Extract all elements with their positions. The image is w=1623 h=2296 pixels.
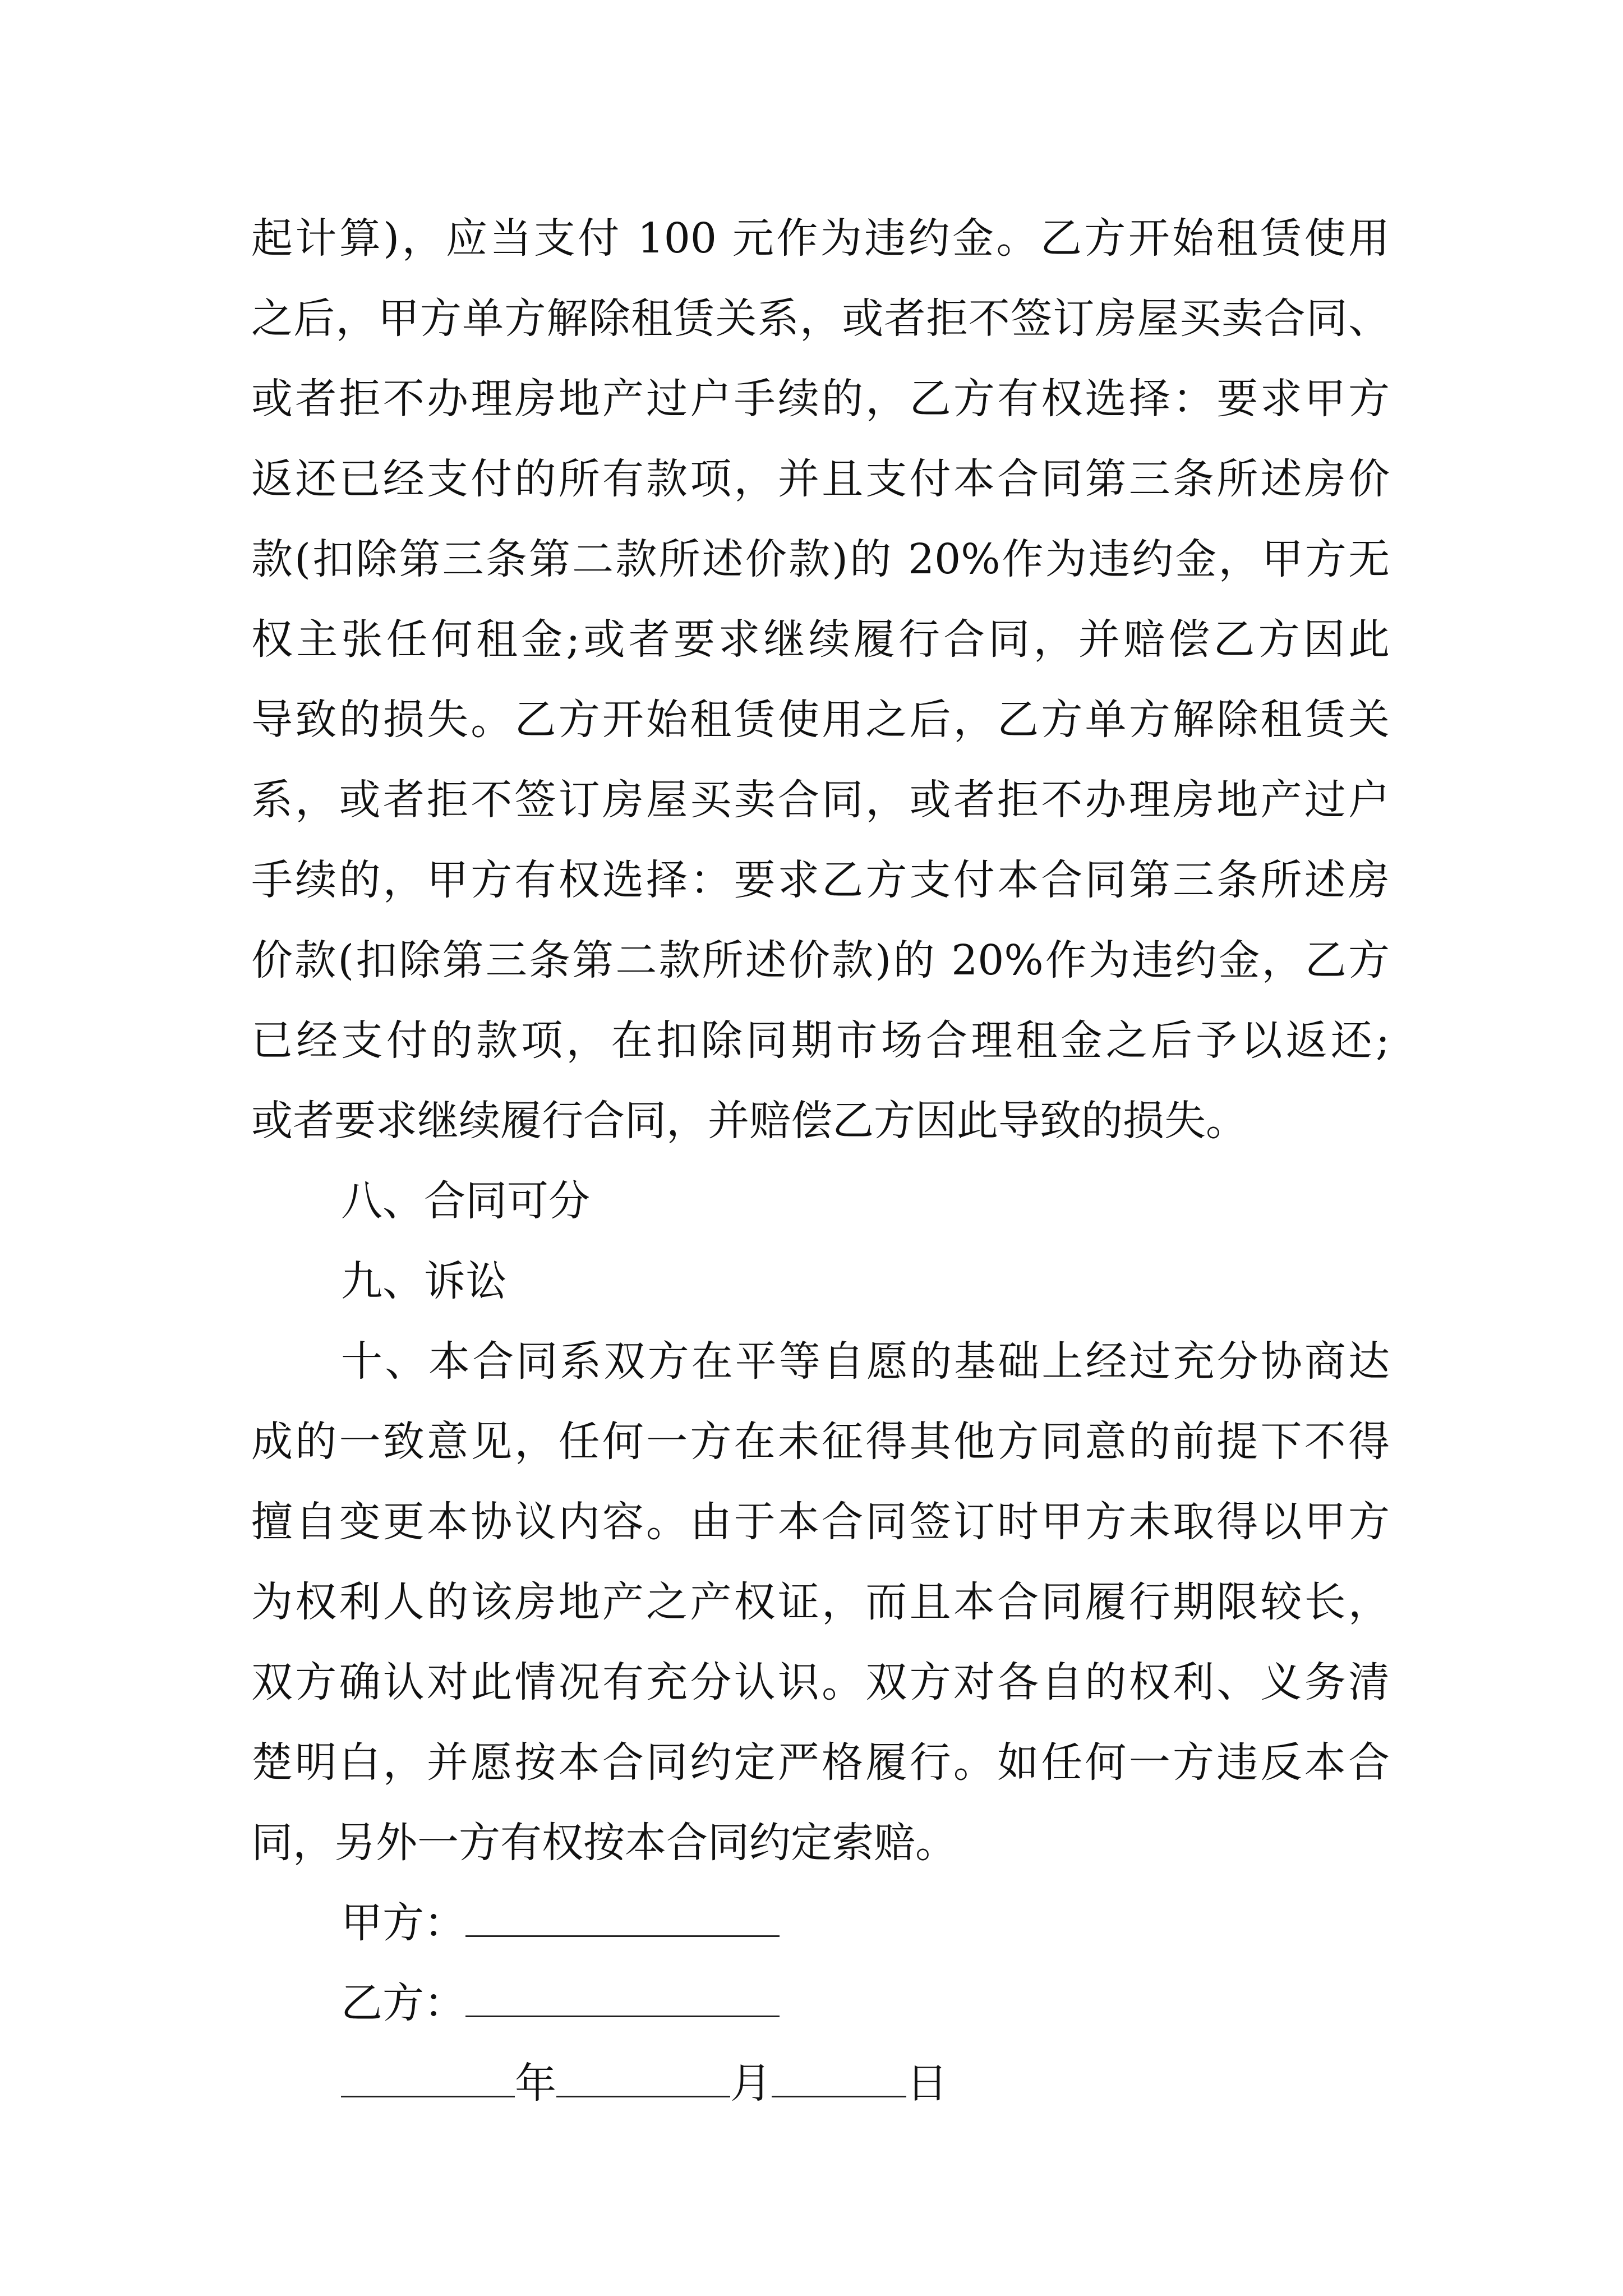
paragraph-line: 手续的，甲方有权选择：要求乙方支付本合同第三条所述房 xyxy=(251,856,1390,904)
paragraph-line: 成的一致意见，任何一方在未征得其他方同意的前提下不得 xyxy=(251,1418,1390,1466)
party-a-label: 甲方： xyxy=(341,1899,465,1947)
paragraph-line: 款(扣除第三条第二款所述价款)的 20%作为违约金，甲方无 xyxy=(251,535,1390,583)
paragraph-line: 或者要求继续履行合同，并赔偿乙方因此导致的损失。 xyxy=(251,1097,1247,1145)
party-a-blank[interactable] xyxy=(465,1896,780,1937)
day-blank[interactable] xyxy=(772,2056,906,2097)
section-heading: 八、合同可分 xyxy=(341,1177,590,1225)
paragraph-line: 十、本合同系双方在平等自愿的基础上经过充分协商达 xyxy=(341,1337,1390,1386)
day-label: 日 xyxy=(906,2059,948,2108)
paragraph-line: 或者拒不办理房地产过户手续的，乙方有权选择：要求甲方 xyxy=(251,375,1390,423)
paragraph-line: 之后，甲方单方解除租赁关系，或者拒不签订房屋买卖合同、 xyxy=(251,295,1390,343)
paragraph-line: 价款(扣除第三条第二款所述价款)的 20%作为违约金，乙方 xyxy=(251,936,1390,984)
party-b-label: 乙方： xyxy=(341,1979,465,2027)
paragraph-line: 楚明白，并愿按本合同约定严格履行。如任何一方违反本合 xyxy=(251,1738,1390,1787)
date-line xyxy=(341,2055,948,2111)
paragraph-line: 权主张任何租金;或者要求继续履行合同，并赔偿乙方因此 xyxy=(251,615,1390,664)
paragraph-line: 同，另外一方有权按本合同约定索赔。 xyxy=(251,1819,957,1867)
paragraph-line: 导致的损失。乙方开始租赁使用之后，乙方单方解除租赁关 xyxy=(251,696,1390,744)
paragraph-line: 为权利人的该房地产之产权证，而且本合同履行期限较长， xyxy=(251,1578,1390,1626)
paragraph-line: 已经支付的款项，在扣除同期市场合理租金之后予以返还; xyxy=(251,1016,1390,1065)
paragraph-line: 起计算)，应当支付 100 元作为违约金。乙方开始租赁使用 xyxy=(251,214,1390,263)
party-b-signature-line xyxy=(341,1975,780,2031)
paragraph-line: 双方确认对此情况有充分认识。双方对各自的权利、义务清 xyxy=(251,1658,1390,1706)
year-blank[interactable] xyxy=(341,2056,515,2097)
section-heading: 九、诉讼 xyxy=(341,1257,507,1305)
year-label: 年 xyxy=(515,2059,556,2108)
paragraph-line: 系，或者拒不签订房屋买卖合同，或者拒不办理房地产过户 xyxy=(251,776,1390,824)
month-blank[interactable] xyxy=(556,2056,730,2097)
paragraph-line: 返还已经支付的所有款项，并且支付本合同第三条所述房价 xyxy=(251,455,1390,503)
paragraph-line: 擅自变更本协议内容。由于本合同签订时甲方未取得以甲方 xyxy=(251,1498,1390,1546)
party-b-blank[interactable] xyxy=(465,1976,780,2017)
month-label: 月 xyxy=(730,2059,772,2108)
party-a-signature-line xyxy=(341,1895,780,1951)
